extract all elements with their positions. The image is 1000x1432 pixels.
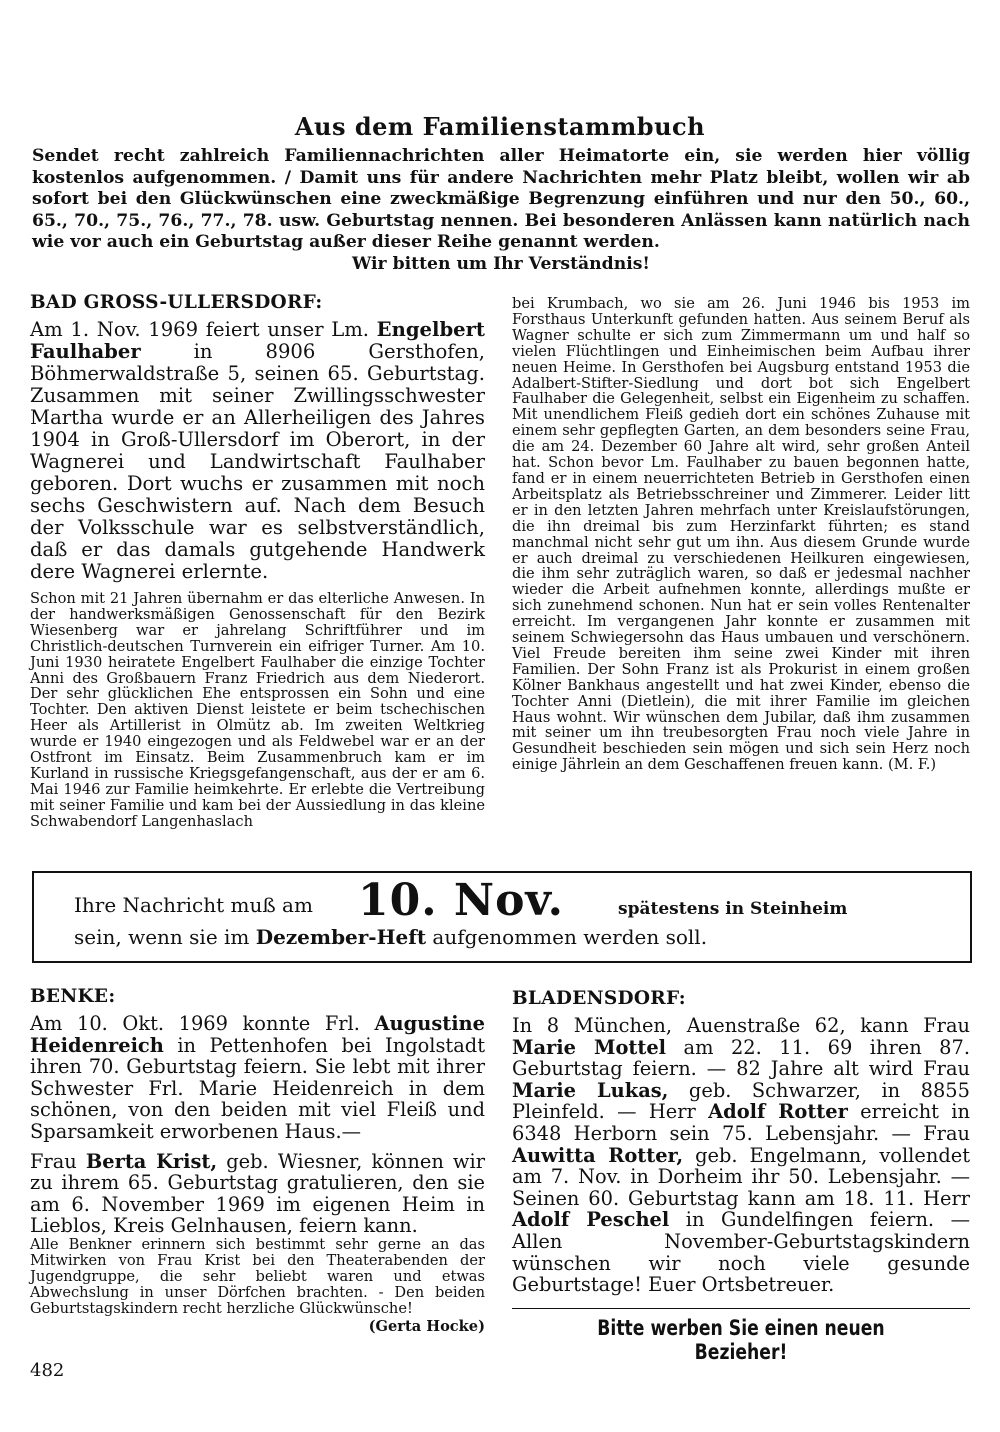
text-run: am 22. 11. 69 ihren 87. Geburtstag feiern. — 82 Jahre alt wird Frau — [512, 1035, 971, 1081]
notice-location: spätestens in Steinheim — [618, 899, 848, 919]
text-run: Am 10. Okt. 1969 konnte Frl. — [30, 1012, 375, 1035]
notice-date: 10. Nov. — [358, 875, 564, 926]
text-run: sein, wenn sie im — [74, 925, 256, 949]
article-paragraph: Alle Benkner erinnern sich bestimmt sehr gerne an das Mitwirken von Frau Krist bei den Theaterabenden der Jugendgruppe, die sehr beliebt waren und etwas Abwechslung in unser Dörfchen brachten. - Den beiden Geburtstagskindern recht herzliche Glückwünsche! — [30, 1235, 485, 1317]
page-number: 482 — [30, 1360, 65, 1381]
section-bladensdorf — [512, 988, 970, 1296]
section-benke — [30, 986, 485, 1335]
person-name: Engelbert Faulhaber — [30, 318, 485, 363]
intro-notice — [32, 146, 970, 275]
text-run: Am 1. Nov. 1969 feiert unser Lm. — [30, 318, 377, 341]
person-name: Berta Krist, — [85, 1149, 218, 1173]
text-run: aufgenommen werden soll. — [426, 925, 708, 949]
divider — [512, 1308, 970, 1309]
text-run: in 8906 Gersthofen, Böhmerwaldstraße 5, seinen 65. Geburtstag. Zusammen mit seiner Zwillingsschwester Martha wurde er an Allerheiligen des Jahres 1904 in Groß-Ullersdorf im Oberort, in der Wagnerei und Landwirtschaft Faulhaber geboren. Dort wuchs er zusammen mit noch sechs Geschwistern auf. Nach dem Besuch der Volksschule war es selbstverständlich, daß er das damals gutgehende Handwerk dere Wagnerei erlernte. — [30, 340, 485, 583]
deadline-notice-box — [32, 871, 972, 963]
section-heading: BAD GROSS-ULLERSDORF: — [30, 292, 323, 313]
section-heading: BLADENSDORF: — [512, 988, 686, 1009]
text-run: geb. Engelmann, vollendet am 7. Nov. in Dorheim ihr 50. Lebensjahr. — Seinen 60. Geburtstag kann am 18. 11. Herr — [512, 1143, 970, 1210]
person-name: Marie Lukas, — [512, 1078, 669, 1102]
person-name: Auwitta Rotter, — [512, 1143, 684, 1167]
page-title: Aus dem Familienstammbuch — [294, 112, 706, 141]
text-run: geb. Wiesner, können wir zu ihrem 65. Geburtstag gratulieren, den sie am 6. November 1969 im eigenen Heim in Lieblos, Kreis Gelnhausen, feiern kann. — [30, 1149, 485, 1238]
intro-closing: Wir bitten um Ihr Verständnis! — [352, 253, 650, 274]
person-name: Augustine Heidenreich — [30, 1012, 485, 1057]
person-name: Adolf Peschel — [512, 1208, 670, 1232]
text-run: erreicht in 6348 Herborn sein 75. Lebensjahr. — Frau — [512, 1100, 970, 1145]
article-paragraph: Schon mit 21 Jahren übernahm er das elterliche Anwesen. In der handwerksmäßigen Genossenschaft für den Bezirk Wiesenberg war er jahrelang Schriftführer und im Christlich-deutschen Turnverein ein eifriger Turner. Am 10. Juni 1930 heiratete Engelbert Faulhaber die einzige Tochter Anni des Großbauern Franz Friedrich aus dem Niederort. Der sehr glücklichen Ehe entsprossen ein Sohn und eine Tochter. Den aktiven Dienst leistete er beim tschechischen Heer als Artillerist in Olmütz ab. Im zweiten Weltkrieg wurde er 1940 eingezogen und als Feldwebel war er an der Ostfront im Einsatz. Beim Zusammenbruch kam er im Kurland in russische Kriegsgefangenschaft, aus der er am 6. Mai 1946 zur Familie heimkehrte. Er erlebte die Vertreibung mit seiner Familie und kam bei der Aussiedlung in das kleine Schwabendorf Langenhaslach — [30, 590, 485, 830]
subscriber-promo: Bitte werben Sie einen neuen Bezieher! — [597, 1316, 885, 1364]
article-paragraph — [30, 1013, 485, 1143]
article-paragraph: bei Krumbach, wo sie am 26. Juni 1946 bis 1953 im Forsthaus Unterkunft gefunden hatten. Aus seinem Beruf als Wagner schulte er sich zum Zimmermann um und half so vielen Flüchtlingen und Einheimischen beim Aufbau ihrer neuen Heime. In Gersthofen bei Augsburg entstand 1953 die Adalbert-Stifter-Siedlung und dort bot sich Engelbert Faulhaber die Gelegenheit, selbst ein Eigenheim zu schaffen. Mit unendlichem Fleiß gedieh dort ein schönes Zuhause mit einem sehr gepflegten Garten, an dem besonders seine Frau, die am 24. Dezember 60 Jahre alt wird, sehr großen Anteil hat. Schon bevor Lm. Faulhaber zu bauen begonnen hatte, fand er in einem neuerrichteten Betrieb in Gersthofen einen Arbeitsplatz als Betriebsschreiner und Zimmerer. Leider litt er in den letzten Jahren mehrfach unter Kreislaufstörungen, die ihn dreimal bis zum Herzinfarkt führten; es stand manchmal nicht sehr gut um ihn. Aus diesem Grunde wurde er auch dreimal zu verschiedenen Heilkuren eingewiesen, die ihm sehr zuträglich waren, so daß er jedesmal nachher wieder die Arbeit aufnehmen konnte, allerdings mußte er sich zunehmend schonen. Nun hat er sein volles Rentenalter erreicht. Im vergangenen Jahr konnte er zusammen mit seinem Schwiegersohn das Haus umbauen und verschönern. Viel Freude bereiten ihm seine zwei Kinder mit ihren Familien. Der Sohn Franz ist als Prokurist in einem großen Kölner Bankhaus angestellt und hat zwei Kinder, ebenso die Tochter Anni (Dietlein), die mit ihrer Familie im gleichen Haus wohnt. Wir wünschen dem Jubilar, daß ihm zusammen mit seiner um ihn treubesorgten Frau noch viele Jahre in Gesundheit beschieden sein mögen und sich sein Herz noch einige Jährlein an dem Geschaffenen freuen kann. (M. F.) — [512, 295, 970, 774]
person-name: Marie Mottel — [512, 1035, 667, 1059]
section-bad-gross-continued — [512, 296, 970, 773]
notice-line2 — [74, 925, 707, 949]
text-run: geb. Schwarzer, in 8855 Pleinfeld. — Herr — [512, 1078, 970, 1124]
author-signature: (Gerta Hocke) — [368, 1318, 485, 1336]
section-bad-gross-ullersdorf — [30, 292, 485, 830]
article-paragraph — [512, 1015, 970, 1296]
article-paragraph — [30, 1151, 485, 1237]
text-run: Frau — [30, 1149, 86, 1173]
intro-text: Sendet recht zahlreich Familiennachrichten aller Heimatorte ein, sie werden hier völlig kostenlos aufgenommen. / Damit uns für andere Nachrichten mehr Platz bleibt, wollen wir ab sofort bei den Glückwünschen eine zweckmäßige Begrenzung einführen und nur den 50., 60., 65., 70., 75., 76., 77., 78. usw. Geburtstag nennen. Bei besonderen Anlässen kann natürlich nach wie vor auch ein Geburtstag außer dieser Reihe genannt werden. — [32, 146, 970, 252]
text-run: in Gundelfingen feiern. — Allen November-Geburtstagskindern wünschen wir noch viele gesunde Geburtstage! Euer Ortsbetreuer. — [512, 1208, 970, 1297]
issue-name: Dezember-Heft — [255, 925, 427, 949]
text-run: In 8 München, Auenstraße 62, kann Frau — [512, 1014, 970, 1037]
notice-line1: Ihre Nachricht muß am — [74, 893, 313, 917]
text-run: in Pettenhofen bei Ingolstadt ihren 70. Geburtstag feiern. Sie lebt mit ihrer Schwester Frl. Marie Heidenreich in dem schönen, von den beiden mit viel Fleiß und Sparsamkeit erworbenen Haus.— — [30, 1033, 485, 1143]
person-name: Adolf Rotter — [708, 1100, 848, 1124]
article-paragraph — [30, 319, 485, 583]
section-heading: BENKE: — [30, 986, 116, 1007]
